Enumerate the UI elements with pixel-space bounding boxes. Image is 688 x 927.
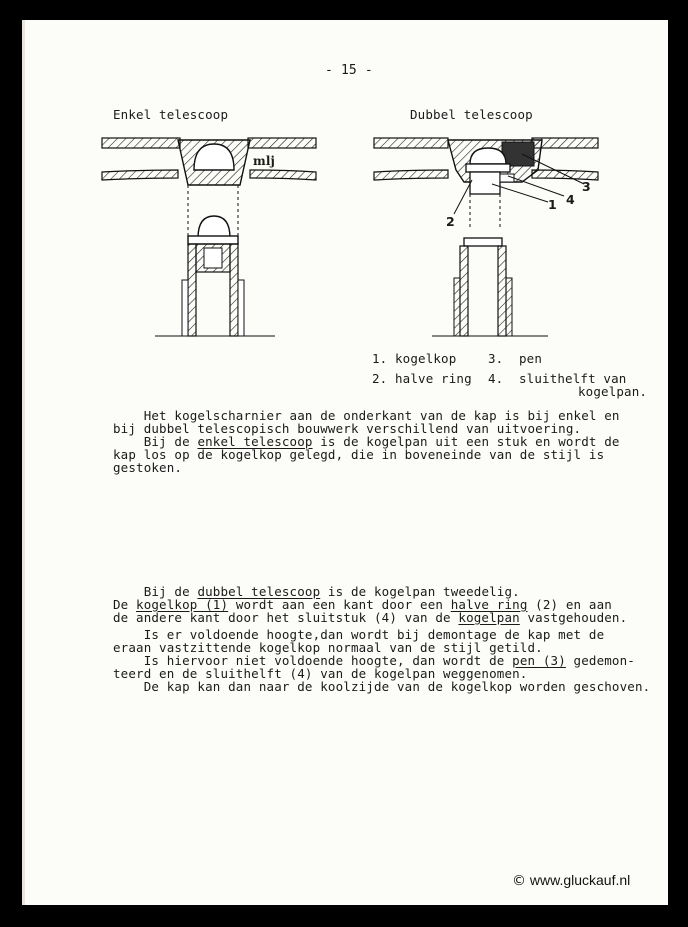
stem-right-wall <box>230 244 238 336</box>
text-line: kap los op de kogelkop gelegd, die in boveneinde van de stijl is <box>113 447 605 462</box>
text-line: Is er voldoende hoogte,dan wordt bij demontage de kap met de <box>113 627 605 642</box>
figure-mark: mlj <box>253 154 276 168</box>
legend-num: 1. <box>372 351 388 366</box>
right-figure-title: Dubbel telescoop <box>410 107 533 122</box>
legend-label: sluithelft van <box>519 371 627 386</box>
text-line: teerd en de sluithelft (4) van de kogelpan weggenomen. <box>113 666 528 681</box>
text-line: Bij de dubbel telescoop is de kogelpan tweedelig. <box>113 584 520 599</box>
watermark-text: www.gluckauf.nl <box>529 872 631 888</box>
text-line: Het kogelscharnier aan de onderkant van de kap is bij enkel en <box>113 408 620 423</box>
legend-label: pen <box>519 351 543 366</box>
page-edge-shadow <box>22 20 25 905</box>
stem-left-wall <box>188 244 196 336</box>
callout-2: 2 <box>446 214 455 229</box>
legend-num: 2. <box>372 371 388 386</box>
callout-4: 4 <box>566 192 575 207</box>
text-line: bij dubbel telescopisch bouwwerk verschillend van uitvoering. <box>113 421 582 436</box>
legend-label: kogelkop <box>395 351 457 366</box>
legend-num: 4. <box>488 371 504 386</box>
double-telescope-diagram <box>372 130 602 340</box>
left-figure-title: Enkel telescoop <box>113 107 229 122</box>
callout-1: 1 <box>548 197 557 212</box>
text-line: gestoken. <box>113 460 183 475</box>
text-line: Is hiervoor niet voldoende hoogte, dan wordt de pen (3) gedemon- <box>113 653 635 668</box>
hood-plate-right <box>248 138 316 148</box>
hood-plate-left <box>102 138 180 148</box>
legend-num: 3. <box>488 351 504 366</box>
copyright-icon: © <box>512 873 526 889</box>
text-line: Bij de enkel telescoop is de kogelpan uit een stuk en wordt de <box>113 434 620 449</box>
text-line: de andere kant door het sluitstuk (4) van de kogelpan vastgehouden. <box>113 610 628 625</box>
text-line: eraan vastzittende kogelkop normaal van de stijl getild. <box>113 640 543 655</box>
single-telescope-diagram <box>100 130 320 340</box>
callout-3: 3 <box>582 179 591 194</box>
watermark <box>512 872 630 889</box>
text-line: De kogelkop (1) wordt aan een kant door een halve ring (2) en aan <box>113 597 612 612</box>
text-line: De kap kan dan naar de koolzijde van de kogelkop worden geschoven. <box>113 679 651 694</box>
page-number: - 15 - <box>325 63 373 78</box>
legend-label: kogelpan. <box>578 384 648 399</box>
legend-label: halve ring <box>395 371 472 386</box>
